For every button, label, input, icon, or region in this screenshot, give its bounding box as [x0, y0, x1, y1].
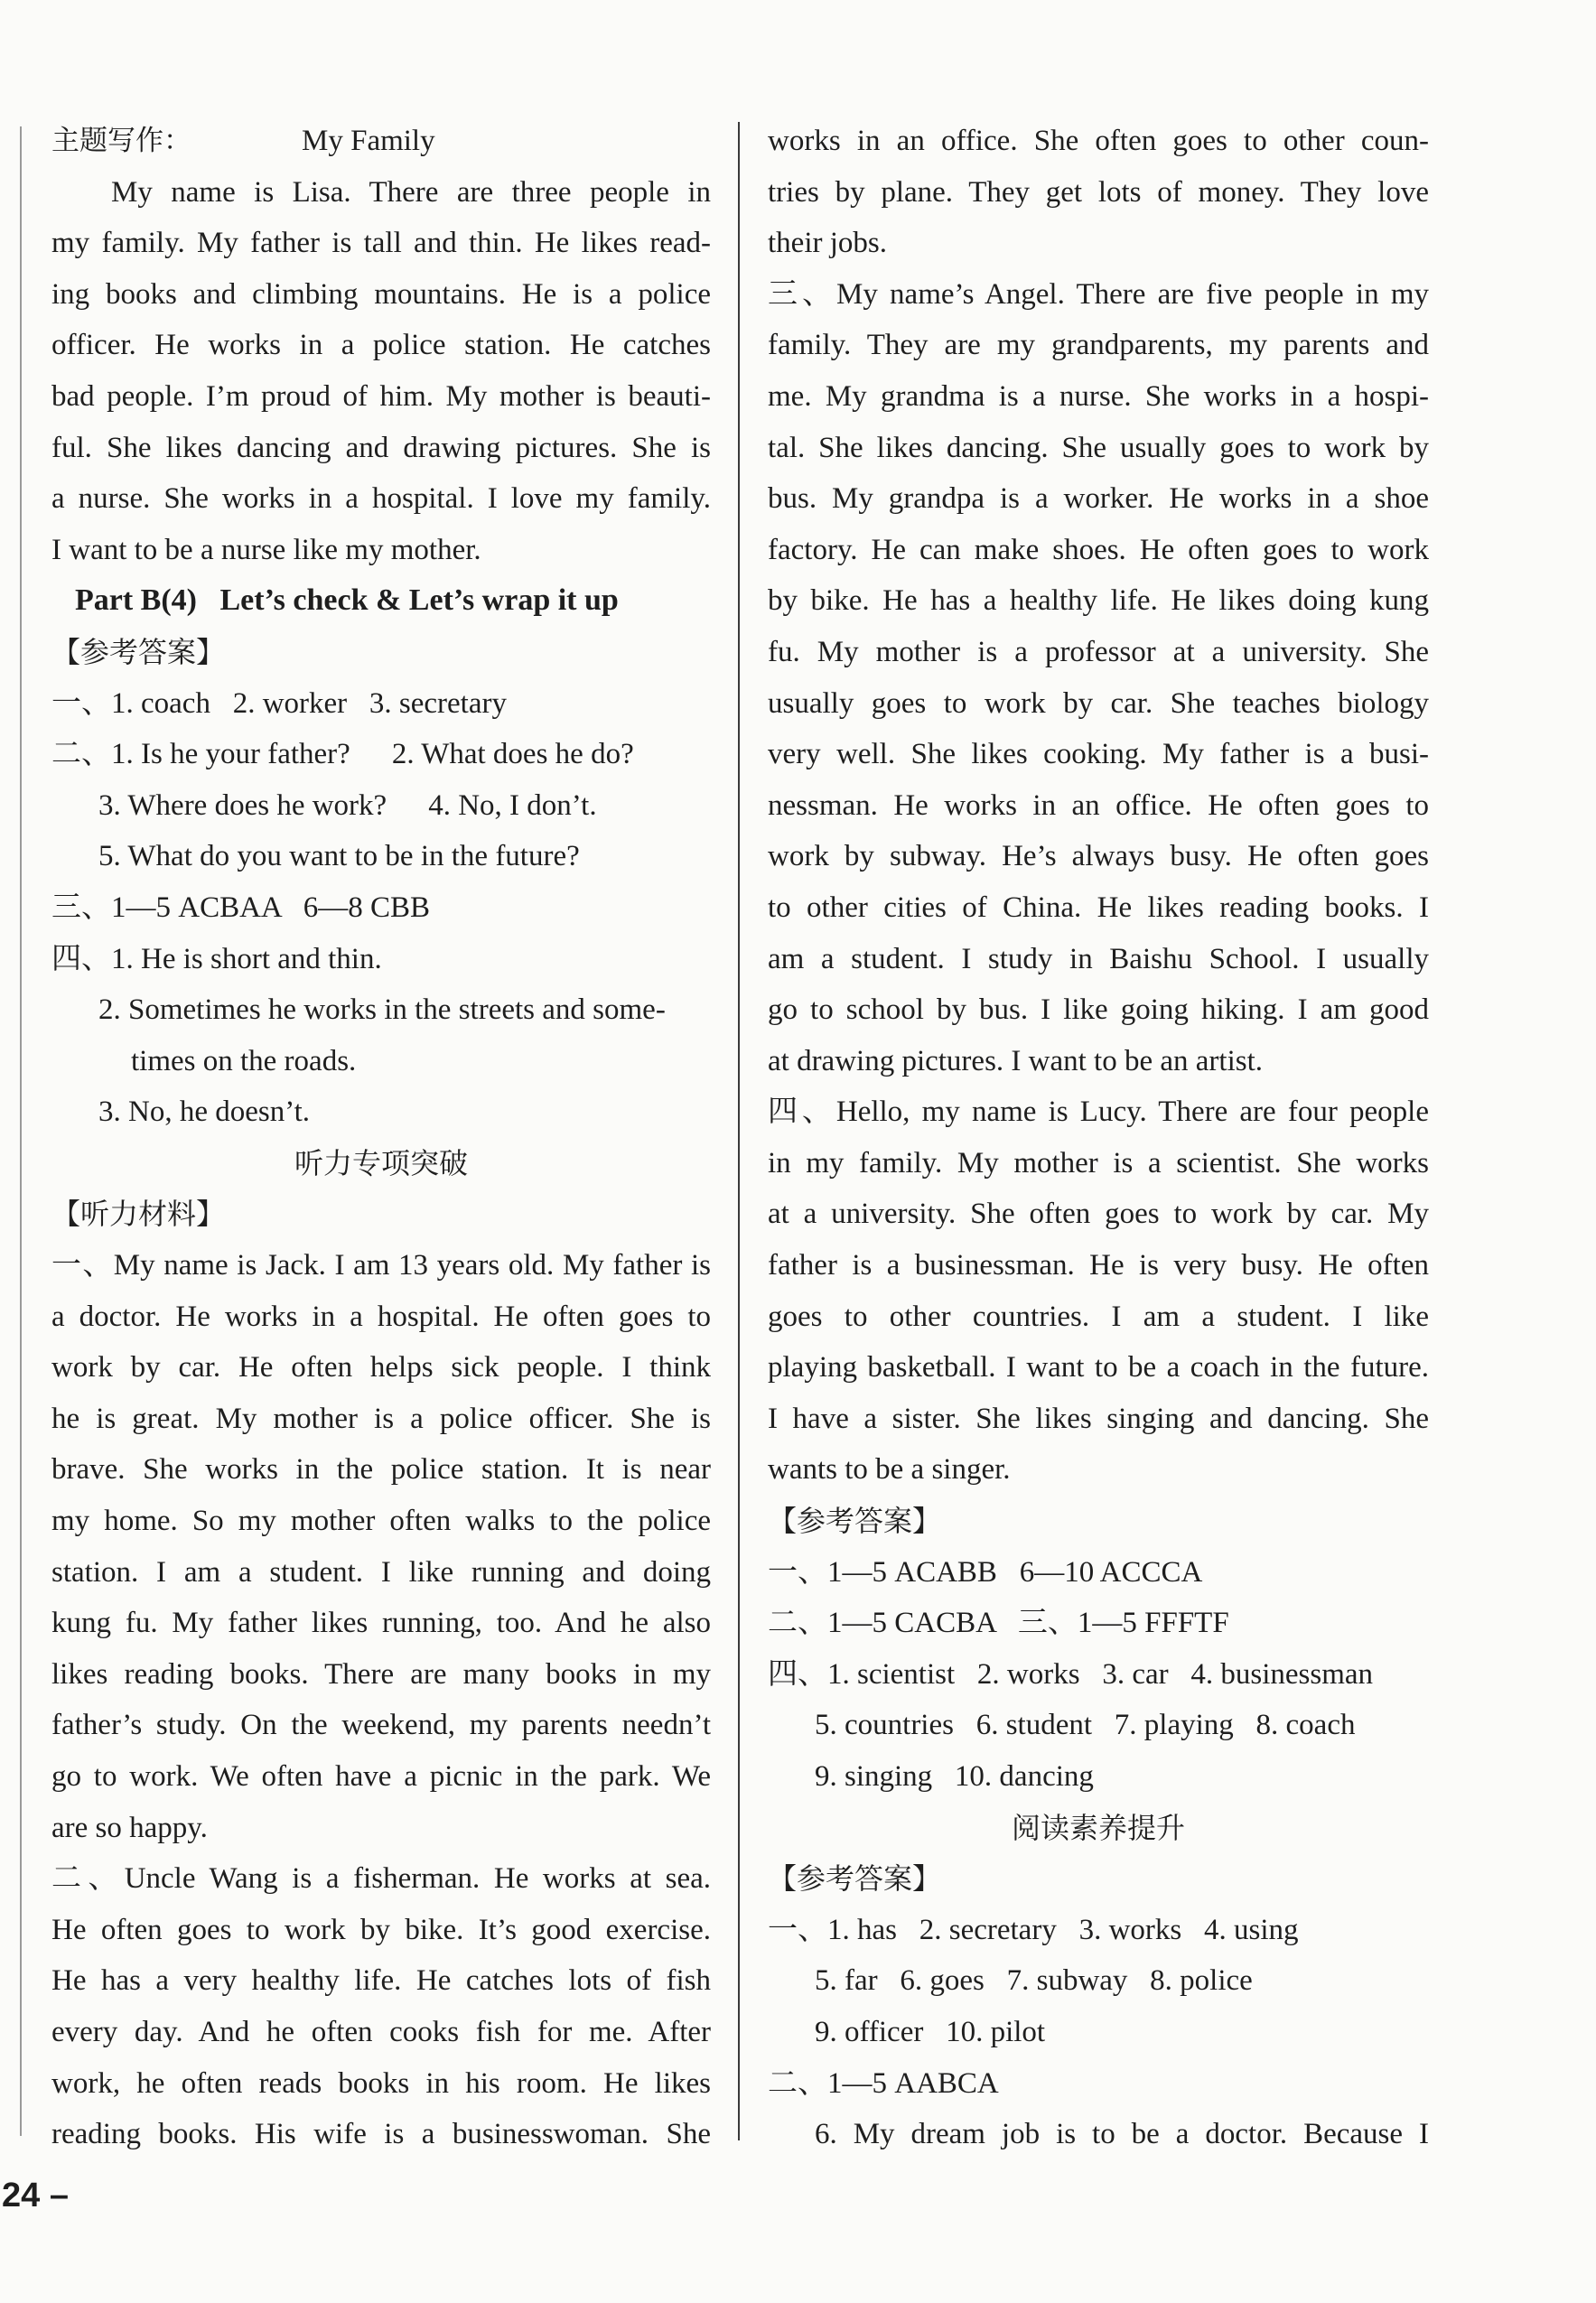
listening-line: nessman. He works in an office. He often goes to	[768, 788, 1429, 822]
answer-line: 四、1. scientist 2. works 3. car 4. businessman	[768, 1657, 1374, 1691]
listening-line: goes to other countries. I am a student. I like	[768, 1300, 1429, 1333]
listening-line: a doctor. He works in a hospital. He often goes to	[51, 1300, 711, 1333]
column-divider	[738, 122, 740, 2140]
answer-line: 一、1—5 ACABB 6—10 ACCCA	[768, 1555, 1203, 1589]
essay-line: a nurse. She works in a hospital. I love my family.	[51, 482, 711, 516]
writing-title: My Family	[302, 125, 435, 157]
listening-line: brave. She works in the police station. It is near	[51, 1453, 711, 1487]
answer-line: 5. far 6. goes 7. subway 8. police	[815, 1964, 1253, 1998]
part-title: Part B(4) Let’s check & Let’s wrap it up	[75, 583, 619, 618]
answer-line: 四、1. He is short and thin.	[51, 942, 382, 975]
listening-line: likes reading books. There are many books in my	[51, 1657, 711, 1691]
listening-line: their jobs.	[768, 227, 887, 260]
listening-line: family. They are my grandparents, my parents and	[768, 329, 1429, 362]
listening-line: usually goes to work by car. She teaches biology	[768, 686, 1429, 720]
answer-line: 6. My dream job is to be a doctor. Because I	[815, 2118, 1429, 2151]
answer-line: 5. What do you want to be in the future?	[98, 840, 580, 873]
right-column	[768, 116, 1429, 2160]
essay-line: officer. He works in a police station. He catches	[51, 329, 711, 362]
listening-line: work by subway. He’s always busy. He often goes	[768, 840, 1429, 873]
listening-line: reading books. His wife is a businesswoman. She	[51, 2118, 711, 2151]
listening-line: playing basketball. I want to be a coach in the future.	[768, 1351, 1429, 1385]
answer-item: 4. No, I don’t.	[428, 788, 597, 822]
answer-line: 三、1—5 ACBAA 6—8 CBB	[51, 890, 430, 924]
listening-line: by bike. He has a healthy life. He likes doing kung	[768, 584, 1429, 618]
page-number: 24 –	[2, 2177, 69, 2214]
answers-label: 【参考答案】	[768, 1504, 942, 1539]
listening-title: 听力专项突破	[294, 1145, 468, 1180]
left-column	[51, 116, 711, 2160]
listening-line: me. My grandma is a nurse. She works in a hospi-	[768, 379, 1429, 413]
listening-line: father’s study. On the weekend, my parents needn’t	[51, 1709, 711, 1742]
listening-line: father is a businessman. He is very busy. He often	[768, 1249, 1429, 1282]
listening-line: 二、Uncle Wang is a fisherman. He works at sea.	[51, 1862, 711, 1896]
listening-line: 一、My name is Jack. I am 13 years old. My father is	[51, 1249, 711, 1282]
listening-line: fu. My mother is a professor at a university. She	[768, 635, 1429, 668]
listening-line: work, he often reads books in his room. He likes	[51, 2066, 711, 2100]
essay-line: My name is Lisa. There are three people in	[111, 175, 711, 209]
listening-line: wants to be a singer.	[768, 1453, 1011, 1487]
listening-line: kung fu. My father likes running, too. And he also	[51, 1607, 711, 1640]
reading-answers-label: 【参考答案】	[768, 1861, 942, 1897]
listening-line: tal. She likes dancing. She usually goes to work by	[768, 431, 1429, 464]
listening-line: work by car. He often helps sick people. I think	[51, 1351, 711, 1385]
listening-line: He often goes to work by bike. It’s good exercise.	[51, 1913, 711, 1946]
answer-line: 二、1—5 AABCA	[768, 2066, 999, 2100]
writing-label: 主题写作：	[51, 125, 191, 157]
answer-item: 3. Where does he work?	[98, 788, 387, 822]
listening-line: factory. He can make shoes. He often goes to work	[768, 533, 1429, 566]
left-margin-rule	[20, 126, 22, 2136]
listening-line: are so happy.	[51, 1811, 208, 1844]
listening-line: I have a sister. She likes singing and dancing. She	[768, 1402, 1429, 1435]
essay-line: ful. She likes dancing and drawing pictures. She is	[51, 431, 711, 464]
answer-line: 一、1. has 2. secretary 3. works 4. using	[768, 1913, 1299, 1946]
listening-line: He has a very healthy life. He catches lots of fish	[51, 1964, 711, 1998]
answer-line-2	[51, 729, 711, 780]
answer-item: 二、1. Is he your father?	[51, 738, 350, 771]
answer-line: times on the roads.	[131, 1044, 357, 1077]
listening-line: at a university. She often goes to work by car. My	[768, 1198, 1429, 1231]
listening-line: works in an office. She often goes to other coun-	[768, 125, 1429, 157]
writing-header	[51, 116, 711, 167]
listening-line: every day. And he often cooks fish for me. After	[51, 2015, 711, 2048]
listening-line: 三、My name’s Angel. There are five people in my	[768, 277, 1429, 311]
answer-line: 3. No, he doesn’t.	[98, 1096, 311, 1129]
listening-line: very well. She likes cooking. My father is a busi-	[768, 738, 1429, 771]
answer-item: 2. What does he do?	[391, 738, 634, 771]
listening-line: bus. My grandpa is a worker. He works in a shoe	[768, 482, 1429, 516]
answer-line: 一、1. coach 2. worker 3. secretary	[51, 686, 507, 720]
listening-line: 四、Hello, my name is Lucy. There are four people	[768, 1096, 1429, 1129]
listening-line: go to school by bus. I like going hiking. I am good	[768, 993, 1429, 1027]
answer-line: 二、1—5 CACBA 三、1—5 FFFTF	[768, 1607, 1229, 1640]
listening-line: am a student. I study in Baishu School. I usually	[768, 942, 1429, 975]
answer-line: 2. Sometimes he works in the streets and some-	[98, 993, 666, 1027]
essay-line: I want to be a nurse like my mother.	[51, 533, 481, 566]
listening-line: to other cities of China. He likes reading books. I	[768, 890, 1429, 924]
listening-line: station. I am a student. I like running and doing	[51, 1555, 711, 1589]
answer-line: 9. officer 10. pilot	[815, 2015, 1046, 2048]
essay-line: bad people. I’m proud of him. My mother is beauti-	[51, 379, 711, 413]
listening-line: go to work. We often have a picnic in the park. We	[51, 1760, 711, 1793]
listening-line: at drawing pictures. I want to be an artist.	[768, 1044, 1263, 1077]
listening-line: he is great. My mother is a police officer. She is	[51, 1402, 711, 1435]
listening-line: my home. So my mother often walks to the police	[51, 1505, 711, 1538]
listening-line: tries by plane. They get lots of money. They love	[768, 175, 1429, 209]
answer-line: 5. countries 6. student 7. playing 8. coach	[815, 1709, 1356, 1742]
answer-line-3	[51, 780, 711, 832]
reading-title: 阅读素养提升	[1011, 1810, 1185, 1845]
listening-label: 【听力材料】	[51, 1197, 226, 1232]
answers-label: 【参考答案】	[51, 634, 226, 669]
essay-line: ing books and climbing mountains. He is a police	[51, 277, 711, 311]
listening-line: in my family. My mother is a scientist. She works	[768, 1146, 1429, 1179]
answer-line: 9. singing 10. dancing	[815, 1760, 1094, 1793]
essay-line: my family. My father is tall and thin. He likes read-	[51, 227, 711, 260]
